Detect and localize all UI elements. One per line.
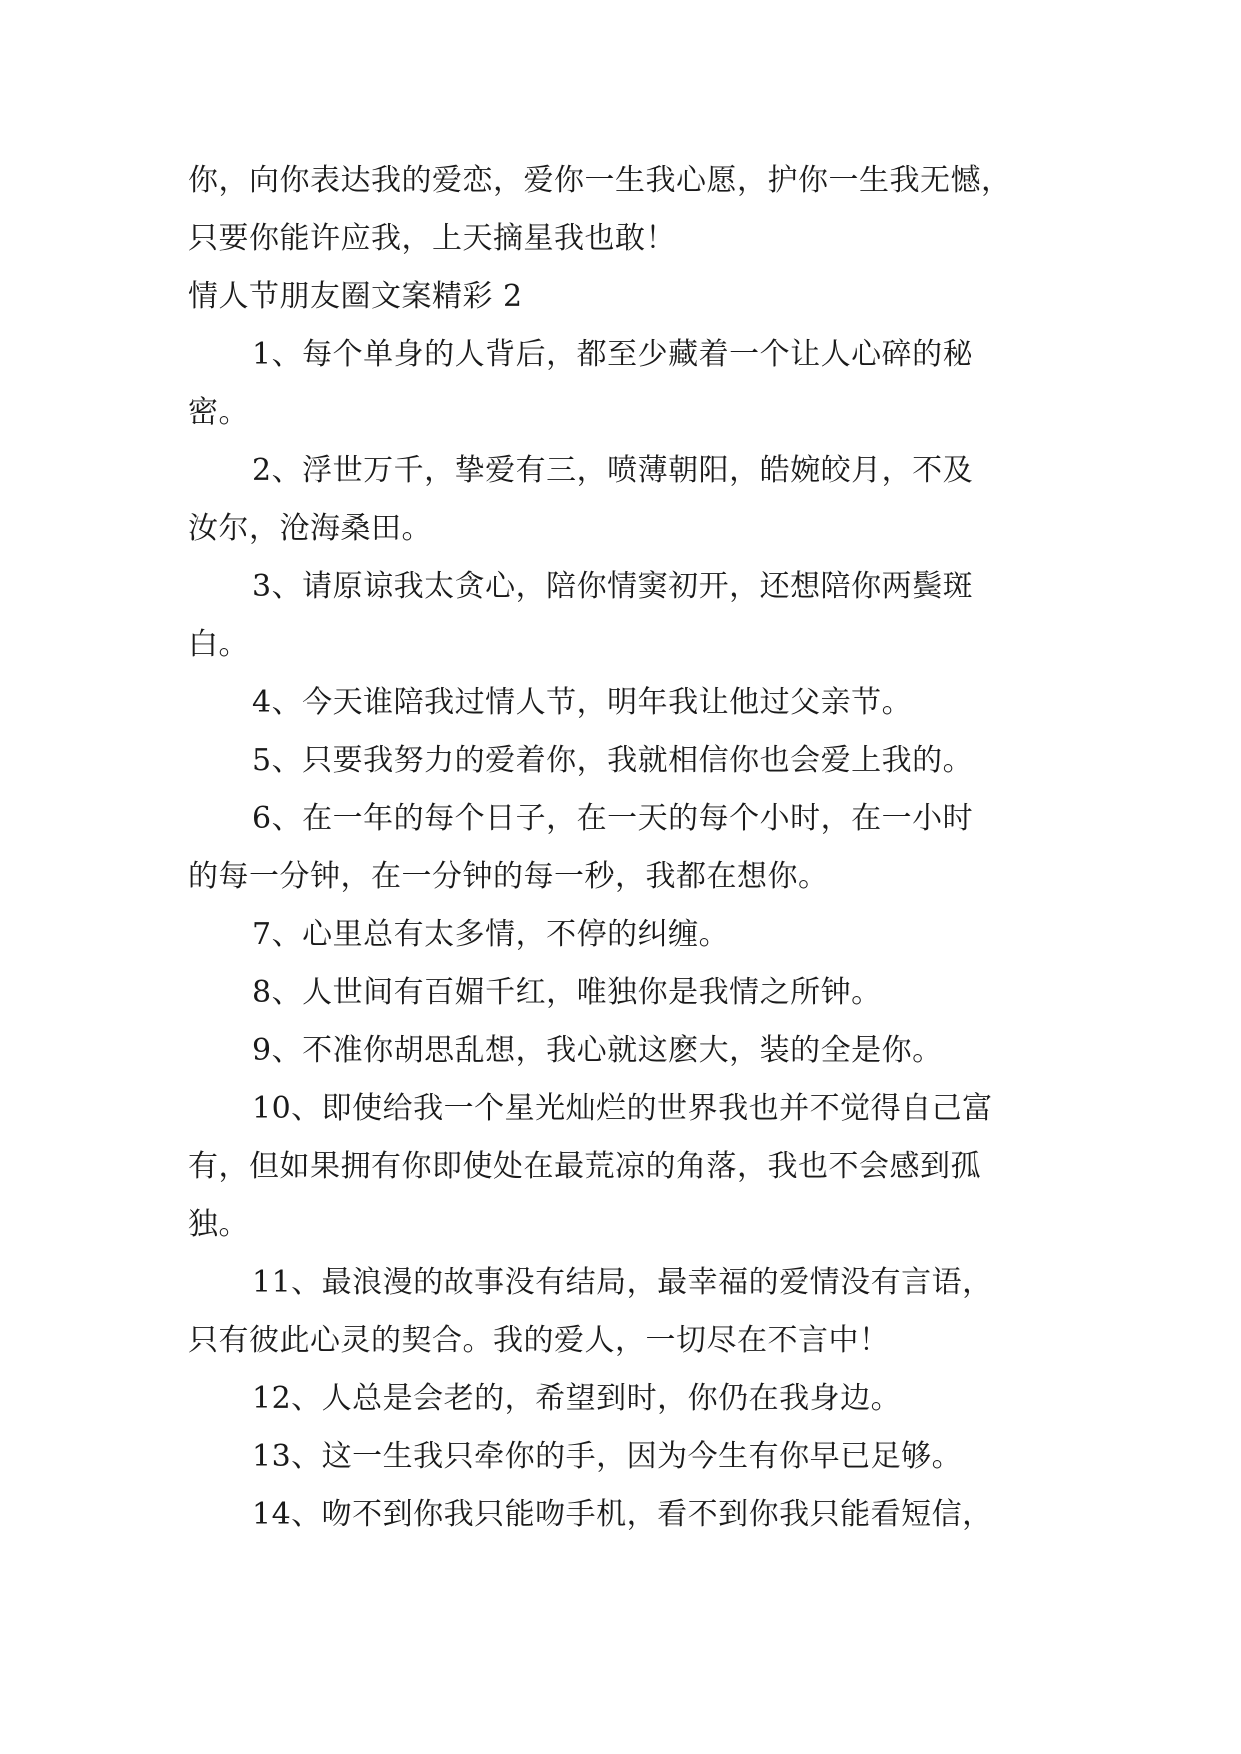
list-item-line: 8、人世间有百媚千红，唯独你是我情之所钟。	[252, 975, 882, 1010]
list-item-line: 独。	[188, 1207, 249, 1242]
list-item-line: 密。	[188, 395, 249, 430]
list-item-line: 7、心里总有太多情，不停的纠缠。	[252, 917, 730, 952]
section-heading: 情人节朋友圈文案精彩 2	[188, 279, 523, 314]
intro-line: 只要你能许应我，上天摘星我也敢！	[188, 221, 676, 256]
list-item-line: 4、今天谁陪我过情人节，明年我让他过父亲节。	[252, 685, 913, 720]
list-item-line: 12、人总是会老的，希望到时，你仍在我身边。	[252, 1381, 902, 1416]
list-item	[188, 964, 1054, 1022]
list-item-line: 10、即使给我一个星光灿烂的世界我也并不觉得自己富	[252, 1091, 993, 1126]
list-item	[188, 442, 1054, 558]
list-item-line: 14、吻不到你我只能吻手机，看不到你我只能看短信，	[252, 1497, 993, 1532]
list-item-line: 6、在一年的每个日子，在一天的每个小时，在一小时	[252, 801, 974, 836]
list-item	[188, 732, 1054, 790]
list-item-line: 11、最浪漫的故事没有结局，最幸福的爱情没有言语，	[252, 1265, 993, 1300]
intro-line: 你，向你表达我的爱恋，爱你一生我心愿，护你一生我无憾，	[188, 163, 1012, 198]
list-item	[188, 1080, 1054, 1254]
list-item	[188, 790, 1054, 906]
list-item	[188, 326, 1054, 442]
list-item-line: 13、这一生我只牵你的手，因为今生有你早已足够。	[252, 1439, 963, 1474]
list-item-line: 3、请原谅我太贪心，陪你情窦初开，还想陪你两鬓斑	[252, 569, 974, 604]
list-item-line: 有，但如果拥有你即使处在最荒凉的角落，我也不会感到孤	[188, 1149, 981, 1184]
list-item	[188, 1254, 1054, 1370]
list-item	[188, 906, 1054, 964]
list-item-line: 汝尔，沧海桑田。	[188, 511, 432, 546]
list-item-line: 1、每个单身的人背后，都至少藏着一个让人心碎的秘	[252, 337, 974, 372]
list-item	[188, 1428, 1054, 1486]
list-item-line: 2、浮世万千，挚爱有三，喷薄朝阳，皓婉皎月，不及	[252, 453, 974, 488]
list-item-line: 的每一分钟，在一分钟的每一秒，我都在想你。	[188, 859, 829, 894]
list-item-line: 白。	[188, 627, 249, 662]
list-item	[188, 1022, 1054, 1080]
list-item	[188, 558, 1054, 674]
document-body	[188, 152, 1054, 1544]
list-item-line: 9、不准你胡思乱想，我心就这麽大，装的全是你。	[252, 1033, 943, 1068]
list-item-line: 5、只要我努力的爱着你，我就相信你也会爱上我的。	[252, 743, 974, 778]
list-item-line: 只有彼此心灵的契合。我的爱人，一切尽在不言中！	[188, 1323, 890, 1358]
list-item	[188, 1486, 1054, 1544]
list-item	[188, 674, 1054, 732]
list-item	[188, 1370, 1054, 1428]
